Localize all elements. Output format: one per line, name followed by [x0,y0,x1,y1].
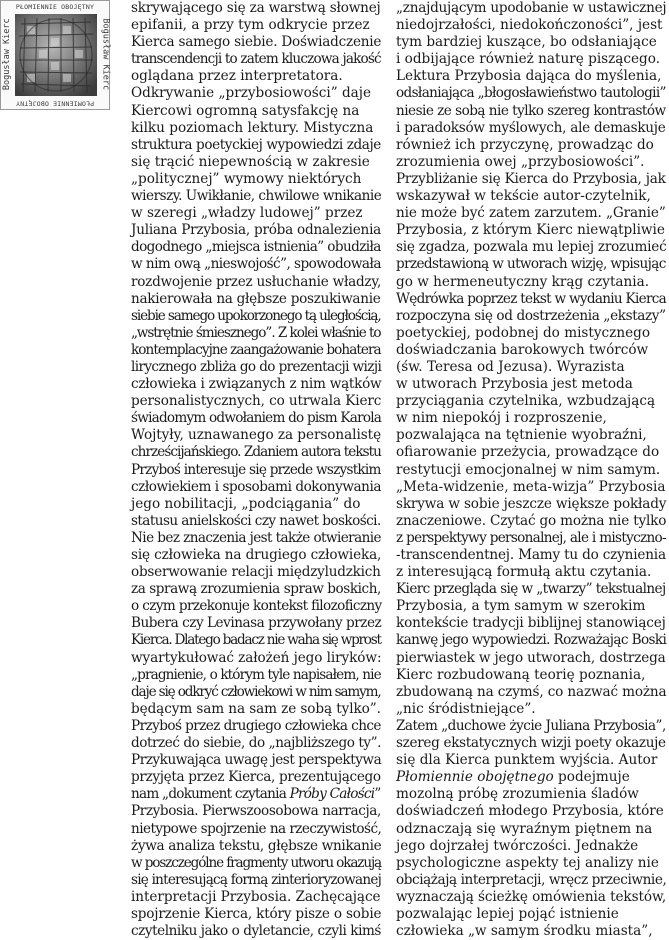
text-line: Zatem „duchowe życie Juliana Przybosia”, [396,717,666,734]
text-line: Bubera czy Levinasa przywołany przez [131,615,382,632]
book-title-italic: Próby Całości [289,786,375,803]
text-line: Przybosia, z którym Kierc niewątpliwie [396,222,665,239]
text-line: wyartykułować założeń jego liryków: [131,649,382,666]
text-line: odsłaniająca „błogosławieństwo tautologii” [396,85,666,102]
text-line: kontekście tradycji biblijnej stanowiącej [396,615,666,632]
text-line: za sprawą zrozumienia spraw boskich, [131,581,381,598]
text-line: Wędrówka poprzez tekst w wydaniu Kierca [396,290,667,307]
text-line: Przykuwająca uwagę jest perspektywa [131,752,382,769]
text-line: pozwalająca na tętnienie wyobraźni, [396,427,647,444]
text-line: się interesującą formą zinterioryzowanej [131,871,382,888]
text-line: rozpoczyna się od dostrzeżenia „ekstazy” [396,307,666,324]
text-line: Juliana Przybosia, próba odnalezienia [131,222,382,239]
text-line: przyciągania czytelnika, wzbudzającą [396,393,656,410]
text-line: w szeregi „władzy ludowej” przez [131,205,363,222]
text-line: siebie samego upokorzonego tą uległością, [131,307,381,324]
text-line: jego dojrzałej twórczości. Jednakże [396,837,639,854]
text-line: Przybosia, a tym samym w szerokim [396,598,646,615]
text-line: ofiarowanie przeżycia, prowadzące do [396,444,660,461]
text-line: go w hermeneutyczny krąg czytania. [396,273,650,290]
text-line: Wojtyły, uznawanego za personalistę [131,427,382,444]
text-line: w utworach Przybosia jest metoda [396,376,633,393]
text-line: daje się odkryć człowiekowi w nim samym, [131,683,381,700]
cover-relief-image [15,14,97,96]
text-line: czytelniku jako o dyletancie, czyli kimś [131,923,381,940]
book-cover-thumbnail [0,0,110,110]
text-line: znaczeniowe. Czytać go można nie tylko [396,512,667,529]
text-line: będącym sam na sam ze sobą tylko”. [131,700,381,717]
text-line: personalistycznych, co utrwala Kierc [131,393,382,410]
text-line: żywa analiza tekstu, głębsze wnikanie [131,837,382,854]
text-column-right [396,0,666,940]
text-line: się dla Kierca punktem wyjścia. Autor [396,752,658,769]
text-line: kilku poziomach lektury. Mistyczna [131,119,374,136]
text-line: interpretacji Przybosia. Zachęcające [131,888,381,905]
text-line: w poszczególne fragmenty utworu okazują [131,854,382,871]
text-line: świadomym odwołaniem do pism Karola [131,410,382,427]
text-line: Przybosia. Pierwszoosobowa narracja, [131,803,381,820]
text-line: lirycznego zbliża go do prezentacji wizji [131,358,382,375]
text-line: Lektura Przybosia dająca do myślenia, [396,68,662,85]
text-line: nam „dokument czytania Próby Całości” [131,786,381,803]
text-line: się zgadza, pozwala mu lepiej zrozumieć [396,239,667,256]
text-line: Przybliżanie się Kierca do Przybosia, jak [396,170,666,187]
text-line: przyjęta przez Kierca, prezentującego [131,769,381,786]
text-line: Przyboś interesuje się przede wszystkim [131,461,381,478]
text-line: Nie bez znaczenia jest także otwieranie [131,529,381,546]
text-line: rozdwojenie przez usłuchanie władzy, [131,273,382,290]
text-line: wskazywał w tekście autor-czytelnik, [396,188,651,205]
text-line: statusu anielskości czy nawet boskości. [131,512,381,529]
text-line: szereg ekstatycznych wizji poety okazuje [396,735,666,752]
text-line: Kierc rozbudowaną teorię poznania, [396,666,646,683]
text-line: obciążają interpretacji, wręcz przeciwnie, [396,871,667,888]
text-line: dotrzeć do siebie, do „najbliższego ty”. [131,735,381,752]
text-line: niesie ze sobą nie tylko szereg kontrastów [396,102,666,119]
text-line: kontemplacyjne zaangażowanie bohatera [131,341,381,358]
text-line: człowieka i związanych z nim wątków [131,376,382,393]
text-line: w nim ową „nieswojość”, spowodowała [131,256,381,273]
text-line: Przyboś przez drugiego człowieka chce [131,717,381,734]
cover-title-top: PŁOMIENNIE OBOJĘTNY [15,3,95,11]
text-line: się trącić niepewnością w zakresie [131,153,370,170]
text-line: również ich przyczynę, prowadząc do [396,136,654,153]
text-line: Kierc przegląda się w „twarzy” tekstualnej [396,581,666,598]
text-line: nie może być zatem zarzutem. „Granie” [396,205,666,222]
text-line: wyznaczają ścieżkę omówienia tekstów, [396,888,667,905]
text-line: jego nobilitacji, „podciągania” do [131,495,361,512]
text-column-left [131,0,381,940]
text-line: „znajdującym upodobanie w ustawicznej [396,0,667,16]
text-line: psychologiczne aspekty tej analizy nie [396,854,659,871]
text-line: -transcendentnej. Mamy tu do czynienia [396,547,666,563]
text-line: kanwę jego wypowiedzi. Rozważając Boski [396,632,667,649]
cover-author-right: Bogusław Kierc [100,18,111,91]
text-line: o czym przekonuje kontekst filozoficzny [131,598,382,615]
text-line: skrywa w sobie jeszcze większe pokłady [396,495,667,512]
text-line: i paradoksów myślowych, ale demaskuje [396,119,666,136]
text-line: restytucji emocjonalnej w nim samym. [396,461,661,478]
text-line: pozwalając lepiej pojąć istnienie [396,905,619,922]
text-line: „wstrętnie śmiesznego”. Z kolei właśnie to [131,324,381,341]
text-line: „Meta-widzenie, meta-wizja” Przybosia [396,478,666,495]
cover-author-left: Bogusław Kierc [1,18,12,91]
text-line: nakierowała na głębsze poszukiwanie [131,290,381,307]
text-line: niedojrzałości, niedokończoności”, jest [396,17,663,34]
text-line: dogodnego „miejsca istnienia” obudziła [131,239,381,256]
text-line: nietypowe spojrzenie na rzeczywistość, [131,820,382,837]
text-line: spojrzenie Kierca, który pisze o sobie [131,905,382,922]
text-line: zrozumienia owej „przybosiowości”. [396,153,645,170]
text-line: doświadczania barokowych twórców [396,341,649,358]
book-title-italic: Płomiennie obojętnego [396,769,554,786]
text-line: Kierca samego siebie. Doświadczenie [131,34,382,51]
text-line: obserwowanie relacji międzyludzkich [131,564,381,581]
text-line: „pragnienie, o którym tyle napisałem, nie [131,666,381,683]
text-line: z perspektywy personalnej, ale i mistyczno- [396,529,666,546]
text-line: doświadczeń młodego Przybosia, które [396,803,664,820]
text-line: poetyckiej, podobnej do mistycznego [396,324,651,341]
text-line: oglądana przez interpretatora. [131,68,343,85]
text-line: skrywającego się za warstwą słownej [131,0,381,16]
text-line: Kierca. Dlatego badacz nie waha się wprost [131,632,381,649]
text-line: człowieka „w samym środku miasta”, [396,923,653,940]
text-line: zbudowaną na czymś, co nazwać można [396,683,667,700]
text-line: przedstawioną w utworach wizję, wpisując [396,256,666,273]
text-line: mozolną próbę zrozumienia śladów [396,786,639,803]
text-line: odznaczają się wyraźnym piętnem na [396,820,653,837]
text-line: wierszy. Uwikłanie, chwilowe wnikanie [131,188,382,205]
text-line: i odbijające również naturę piszącego. [396,51,661,68]
text-line: tym bardziej kuszące, bo odsłaniające [396,34,657,51]
text-line: Odkrywanie „przybosiowości” daje [131,85,372,102]
cover-title-bottom: PŁOMIENNIE OBOJĘTNY [15,99,95,107]
text-line: struktura poetyckiej wypowiedzi zdaje [131,136,381,153]
text-line: człowiekiem i sposobami dokonywania [131,478,381,495]
text-line: chrześcijańskiego. Zdaniem autora tekstu [131,444,381,461]
text-line: transcendencji to zatem kluczowa jakość [131,51,381,68]
text-line: epifanii, a przy tym odkrycie przez [131,17,370,34]
text-line: się człowieka na drugiego człowieka, [131,547,382,563]
text-line: Kiercowi ogromną satysfakcję na [131,102,360,119]
text-line: Płomiennie obojętnego podejmuje [396,769,630,786]
text-line: z interesującą formułą aktu czytania. [396,564,652,581]
text-line: w nim niepokój i rozproszenie, [396,410,607,427]
text-line: pierwiastek w jego utworach, dostrzega [396,649,666,666]
text-line: „nic śródistniejące”. [396,700,536,717]
text-line: „politycznej” wymowy niektórych [131,170,362,187]
text-line: (św. Teresa od Jezusa). Wyrazista [396,358,625,375]
